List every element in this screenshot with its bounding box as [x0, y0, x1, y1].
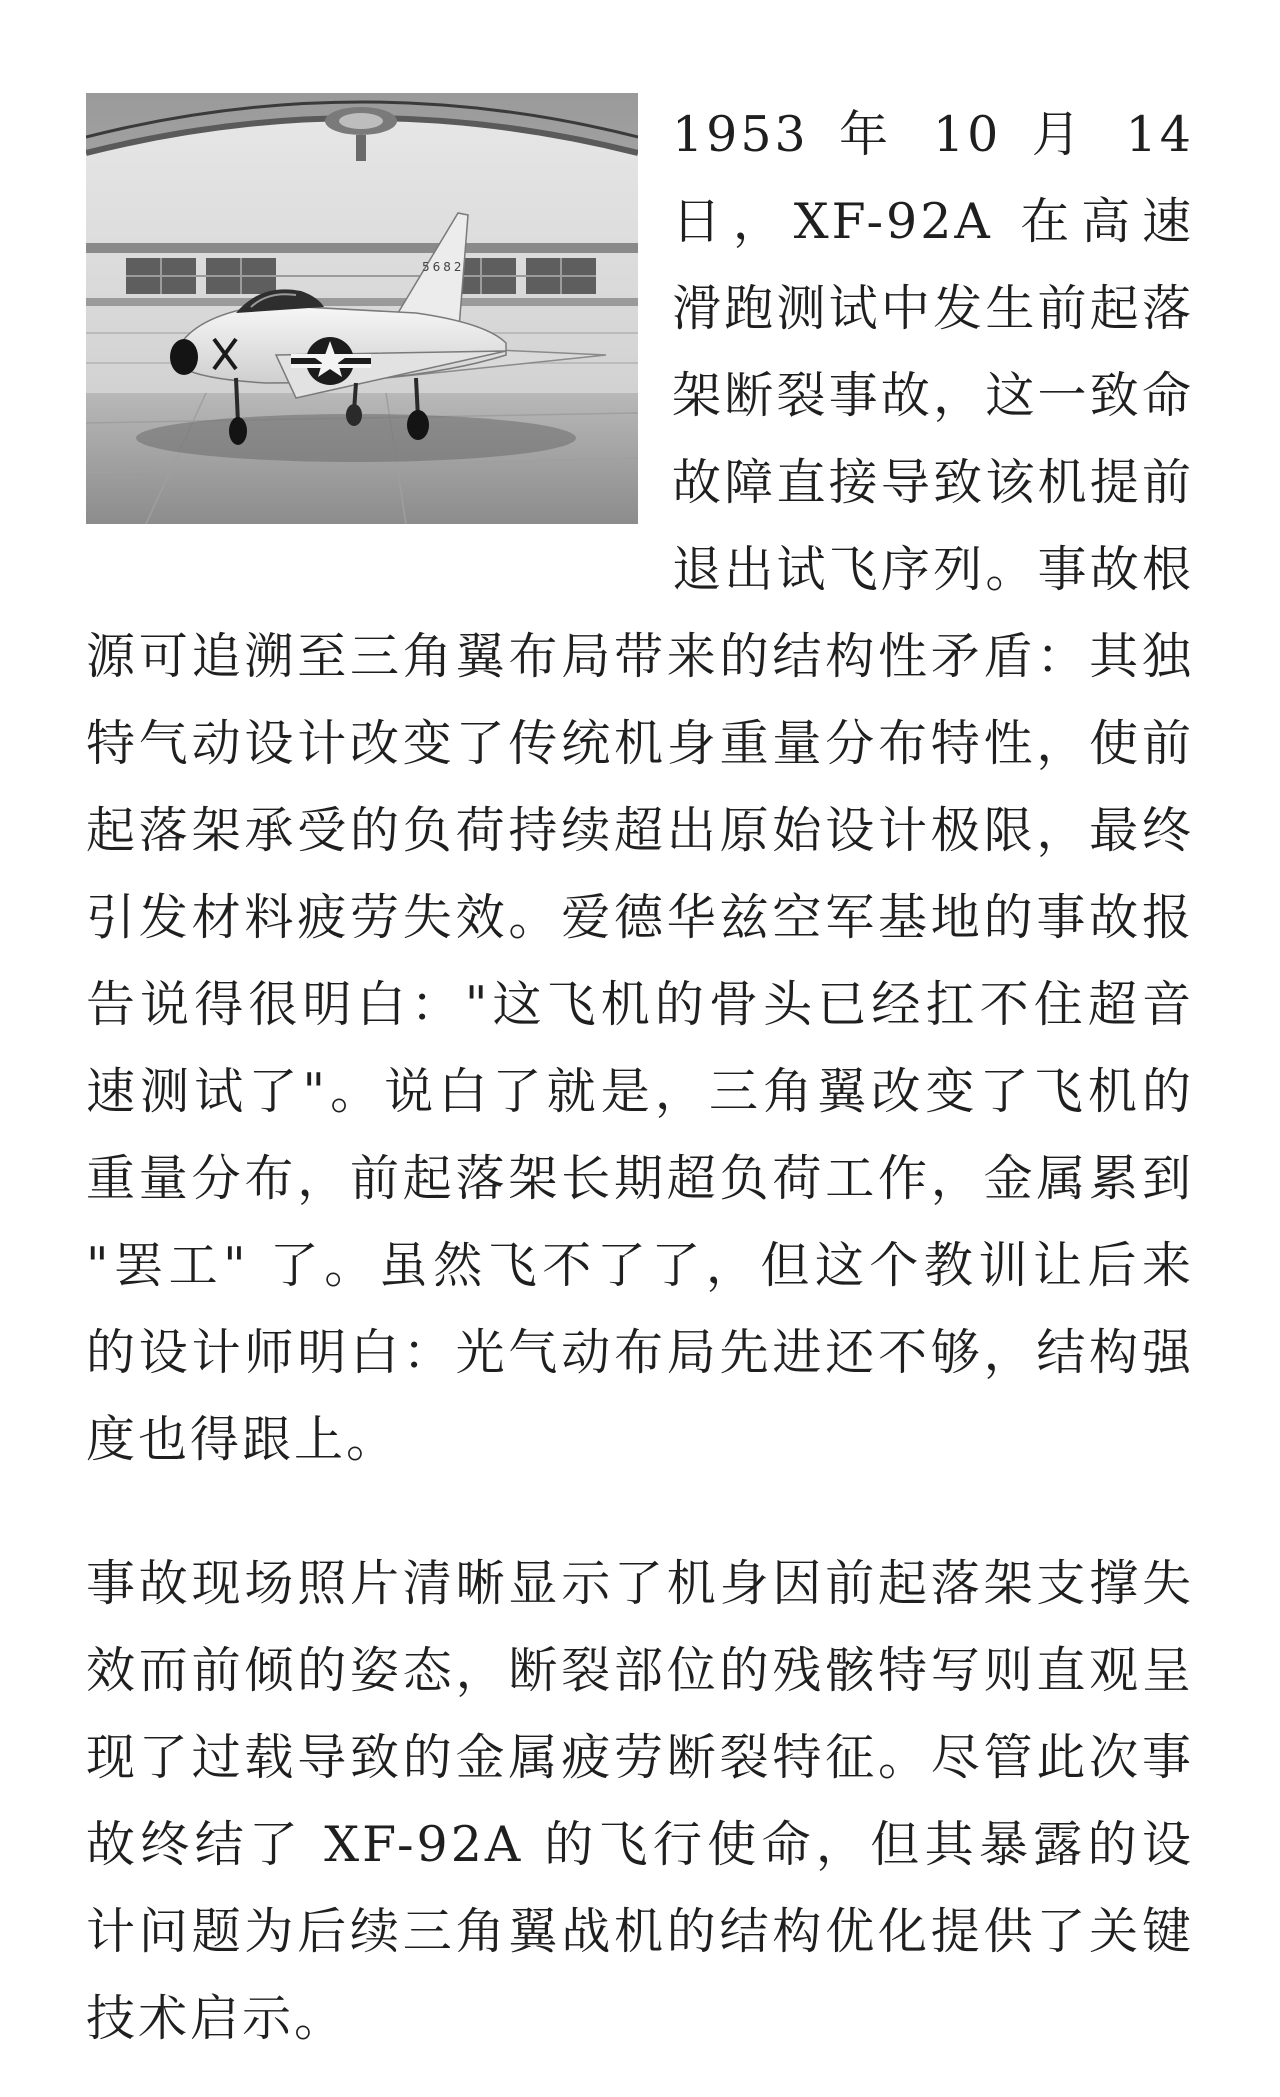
paragraph-2-text: 事故现场照片清晰显示了机身因前起落架支撑失效而前倾的姿态，断裂部位的残骸特写则直观呈现了过载导致的金属疲劳断裂特征。尽管此次事故终结了 XF-92A 的飞行使命，但其暴露的设计问题为后续三角翼战机的结构优化提供了关键技术启示。	[86, 1555, 1194, 2047]
aircraft-photo	[86, 93, 638, 524]
paragraph-1-text: 1953 年 10 月 14 日，XF-92A 在高速滑跑测试中发生前起落架断裂事故，这一致命故障直接导致该机提前退出试飞序列。事故根源可追溯至三角翼布局带来的结构性矛盾：其独特气动设计改变了传统机身重量分布特性，使前起落架承受的负荷持续超出原始设计极限，最终引发材料疲劳失效。爱德华兹空军基地的事故报告说得很明白："这飞机的骨头已经扛不住超音速测试了"。说白了就是，三角翼改变了飞机的重量分布，前起落架长期超负荷工作，金属累到 "罢工" 了。虽然飞不了了，但这个教训让后来的设计师明白：光气动布局先进还不够，结构强度也得跟上。	[86, 106, 1194, 1468]
fuselage-number: 5682	[422, 260, 465, 274]
paragraph-2	[86, 1540, 1194, 2062]
paragraph-1	[86, 91, 1194, 1483]
